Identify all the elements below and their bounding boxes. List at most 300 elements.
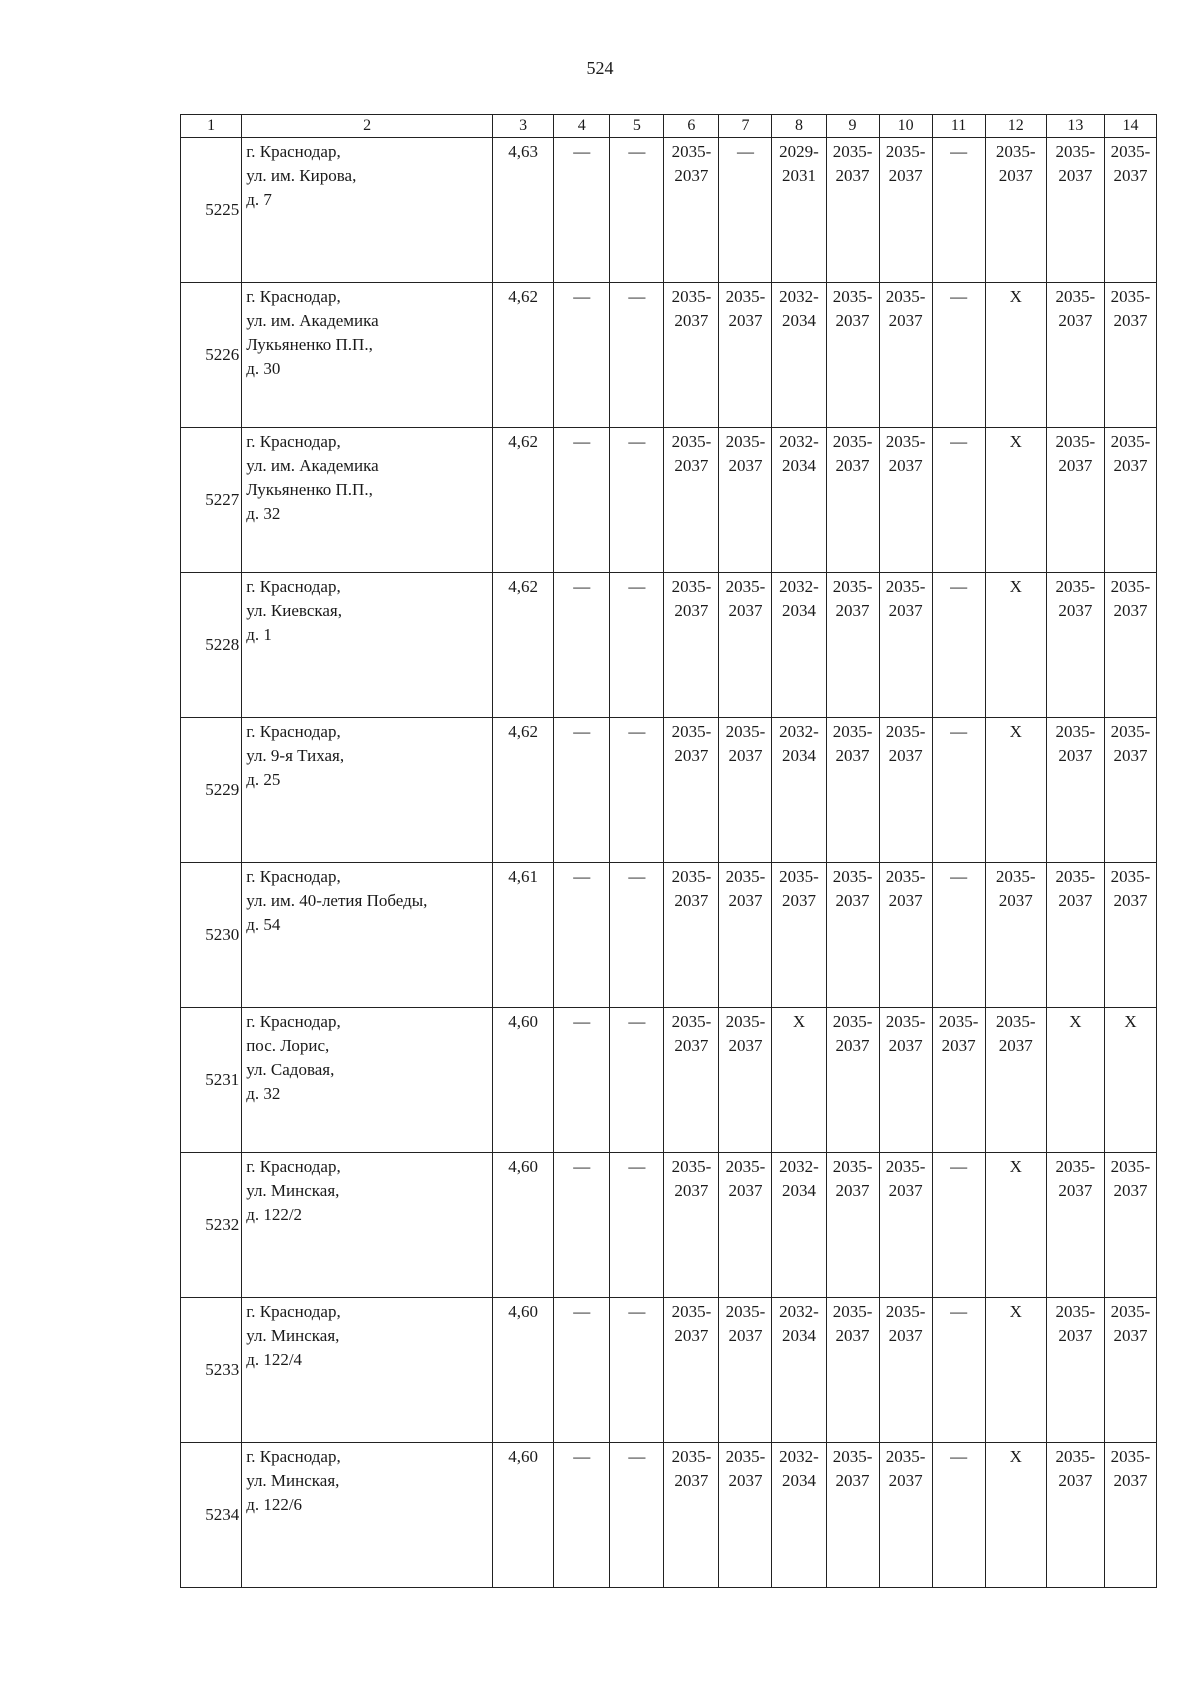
period-cell bbox=[932, 718, 985, 863]
period-text: 2035- bbox=[885, 1302, 926, 1321]
address-line: д. 25 bbox=[246, 770, 281, 789]
period-text: 2037 bbox=[674, 891, 709, 910]
address-line: г. Краснодар, bbox=[246, 1302, 341, 1321]
period-text: 2035- bbox=[1110, 1302, 1151, 1321]
period-text: 2037 bbox=[728, 1471, 763, 1490]
period-cell bbox=[664, 138, 719, 283]
period-text: 2037 bbox=[728, 1036, 763, 1055]
period-text: 2037 bbox=[674, 1181, 709, 1200]
column-header: 3 bbox=[493, 115, 554, 138]
period-text: 2037 bbox=[1113, 456, 1148, 475]
period-cell bbox=[1046, 138, 1104, 283]
period-cell bbox=[664, 1443, 719, 1588]
column-header: 8 bbox=[772, 115, 826, 138]
period-text: — bbox=[950, 1157, 968, 1176]
period-cell bbox=[664, 718, 719, 863]
address-line: ул. Минская, bbox=[246, 1471, 340, 1490]
period-text: 2034 bbox=[781, 1181, 816, 1200]
row-number: 5230 bbox=[181, 863, 242, 1008]
period-cell bbox=[985, 1153, 1046, 1298]
address-line: г. Краснодар, bbox=[246, 577, 341, 596]
period-cell bbox=[610, 1153, 664, 1298]
period-cell bbox=[664, 283, 719, 428]
period-text: 2035- bbox=[885, 1012, 926, 1031]
period-cell bbox=[932, 283, 985, 428]
period-text: 2035- bbox=[671, 867, 712, 886]
period-text: 2035- bbox=[1055, 1302, 1096, 1321]
address-line: г. Краснодар, bbox=[246, 722, 341, 741]
cost-value: 4,63 bbox=[493, 138, 554, 283]
period-text: 2035- bbox=[1055, 1157, 1096, 1176]
address-line: д. 122/6 bbox=[246, 1495, 303, 1514]
period-text: 2035- bbox=[1055, 867, 1096, 886]
period-text: 2037 bbox=[674, 601, 709, 620]
period-text: 2037 bbox=[728, 311, 763, 330]
period-cell bbox=[879, 428, 932, 573]
period-text: 2037 bbox=[1113, 746, 1148, 765]
address-line: г. Краснодар, bbox=[246, 287, 341, 306]
cost-value: 4,61 bbox=[493, 863, 554, 1008]
period-text: 2037 bbox=[1113, 311, 1148, 330]
row-number: 5227 bbox=[181, 428, 242, 573]
column-header: 6 bbox=[664, 115, 719, 138]
period-cell bbox=[932, 428, 985, 573]
period-cell bbox=[826, 718, 879, 863]
period-text: 2035- bbox=[1055, 577, 1096, 596]
period-text: 2037 bbox=[835, 746, 870, 765]
period-cell bbox=[610, 138, 664, 283]
period-text: 2034 bbox=[781, 1326, 816, 1345]
period-text: 2035- bbox=[885, 722, 926, 741]
period-text: 2037 bbox=[728, 1326, 763, 1345]
column-header: 1 bbox=[181, 115, 242, 138]
period-text: 2032- bbox=[779, 1157, 819, 1176]
period-cell bbox=[985, 573, 1046, 718]
table-row bbox=[181, 1298, 1157, 1443]
period-text: 2037 bbox=[835, 891, 870, 910]
address-cell bbox=[242, 138, 493, 283]
period-text: 2037 bbox=[1058, 456, 1093, 475]
row-number: 5234 bbox=[181, 1443, 242, 1588]
period-cell bbox=[664, 1298, 719, 1443]
period-text: X bbox=[1124, 1012, 1137, 1031]
period-text: 2035- bbox=[832, 1012, 873, 1031]
period-cell bbox=[610, 428, 664, 573]
address-line: г. Краснодар, bbox=[246, 432, 341, 451]
period-cell bbox=[985, 718, 1046, 863]
period-cell bbox=[1104, 718, 1156, 863]
period-text: 2037 bbox=[728, 891, 763, 910]
period-text: 2037 bbox=[888, 1181, 923, 1200]
row-number: 5233 bbox=[181, 1298, 242, 1443]
period-text: 2035- bbox=[1110, 142, 1151, 161]
period-text: 2037 bbox=[1058, 601, 1093, 620]
address-line: д. 7 bbox=[246, 190, 272, 209]
period-text: 2035- bbox=[1055, 1447, 1096, 1466]
period-cell bbox=[772, 1153, 826, 1298]
period-text: 2037 bbox=[835, 456, 870, 475]
address-cell bbox=[242, 1153, 493, 1298]
period-cell bbox=[1046, 1008, 1104, 1153]
period-text: 2034 bbox=[781, 746, 816, 765]
period-text: 2035- bbox=[885, 287, 926, 306]
period-cell bbox=[610, 1443, 664, 1588]
period-text: 2035- bbox=[885, 577, 926, 596]
period-text: 2037 bbox=[674, 1036, 709, 1055]
period-text: 2037 bbox=[1058, 746, 1093, 765]
period-cell bbox=[1046, 863, 1104, 1008]
period-text: — bbox=[950, 1302, 968, 1321]
period-text: 2035- bbox=[885, 142, 926, 161]
period-text: 2037 bbox=[888, 311, 923, 330]
cost-value: 4,62 bbox=[493, 573, 554, 718]
address-line: д. 122/4 bbox=[246, 1350, 303, 1369]
period-cell bbox=[932, 1298, 985, 1443]
period-cell bbox=[932, 1008, 985, 1153]
period-cell bbox=[1046, 1153, 1104, 1298]
period-text: — bbox=[628, 1302, 646, 1321]
column-header: 14 bbox=[1104, 115, 1156, 138]
table-row bbox=[181, 1008, 1157, 1153]
address-cell bbox=[242, 1008, 493, 1153]
period-cell bbox=[772, 1008, 826, 1153]
table-row bbox=[181, 1153, 1157, 1298]
period-cell bbox=[985, 428, 1046, 573]
period-cell bbox=[826, 138, 879, 283]
period-cell bbox=[879, 1298, 932, 1443]
cost-value: 4,60 bbox=[493, 1153, 554, 1298]
period-cell bbox=[719, 138, 772, 283]
period-text: — bbox=[628, 142, 646, 161]
period-text: 2035- bbox=[725, 1012, 766, 1031]
period-cell bbox=[664, 863, 719, 1008]
period-text: 2035- bbox=[832, 142, 873, 161]
period-text: 2035- bbox=[1110, 287, 1151, 306]
period-cell bbox=[985, 1443, 1046, 1588]
cost-value: 4,60 bbox=[493, 1443, 554, 1588]
period-text: — bbox=[573, 142, 591, 161]
period-cell bbox=[664, 1153, 719, 1298]
address-cell bbox=[242, 428, 493, 573]
period-text: 2035- bbox=[995, 867, 1036, 886]
period-cell bbox=[772, 283, 826, 428]
period-cell bbox=[610, 863, 664, 1008]
period-cell bbox=[1104, 1443, 1156, 1588]
period-cell bbox=[879, 863, 932, 1008]
period-cell bbox=[1104, 1153, 1156, 1298]
period-text: 2029- bbox=[779, 142, 819, 161]
period-cell bbox=[554, 283, 610, 428]
period-text: — bbox=[573, 1447, 591, 1466]
period-cell bbox=[1046, 283, 1104, 428]
period-cell bbox=[719, 283, 772, 428]
period-text: X bbox=[1009, 722, 1022, 741]
address-line: г. Краснодар, bbox=[246, 1447, 341, 1466]
period-text: 2037 bbox=[781, 891, 816, 910]
period-cell bbox=[719, 428, 772, 573]
period-text: 2035- bbox=[832, 867, 873, 886]
period-text: 2035- bbox=[832, 287, 873, 306]
row-number: 5232 bbox=[181, 1153, 242, 1298]
period-cell bbox=[985, 283, 1046, 428]
page-number: 524 bbox=[586, 58, 614, 78]
period-text: — bbox=[628, 432, 646, 451]
period-text: 2037 bbox=[835, 601, 870, 620]
period-text: 2037 bbox=[728, 601, 763, 620]
period-text: 2037 bbox=[888, 456, 923, 475]
period-text: 2032- bbox=[779, 722, 819, 741]
header-row bbox=[181, 115, 1157, 138]
period-text: 2034 bbox=[781, 601, 816, 620]
period-text: 2034 bbox=[781, 311, 816, 330]
period-cell bbox=[772, 138, 826, 283]
period-cell bbox=[1046, 428, 1104, 573]
period-text: 2035- bbox=[671, 432, 712, 451]
period-cell bbox=[719, 573, 772, 718]
period-cell bbox=[932, 138, 985, 283]
table-row bbox=[181, 863, 1157, 1008]
period-cell bbox=[826, 1443, 879, 1588]
period-text: 2037 bbox=[888, 891, 923, 910]
period-text: 2037 bbox=[998, 1036, 1033, 1055]
period-text: 2037 bbox=[728, 746, 763, 765]
period-text: — bbox=[573, 432, 591, 451]
period-text: — bbox=[950, 1447, 968, 1466]
period-text: — bbox=[573, 867, 591, 886]
period-cell bbox=[719, 863, 772, 1008]
period-text: 2035- bbox=[725, 1157, 766, 1176]
period-cell bbox=[826, 1008, 879, 1153]
period-text: 2035- bbox=[779, 867, 819, 886]
period-text: X bbox=[1009, 1157, 1022, 1176]
column-header: 9 bbox=[826, 115, 879, 138]
period-text: 2035- bbox=[671, 722, 712, 741]
period-text: 2035- bbox=[1110, 577, 1151, 596]
period-cell bbox=[879, 573, 932, 718]
period-text: 2037 bbox=[1113, 166, 1148, 185]
period-cell bbox=[772, 718, 826, 863]
period-text: 2037 bbox=[835, 1181, 870, 1200]
address-line: ул. Минская, bbox=[246, 1326, 340, 1345]
period-text: 2032- bbox=[779, 1302, 819, 1321]
address-line: ул. им. Академика bbox=[246, 456, 379, 475]
table-row bbox=[181, 428, 1157, 573]
period-cell bbox=[772, 428, 826, 573]
period-cell bbox=[719, 1153, 772, 1298]
period-cell bbox=[932, 1153, 985, 1298]
period-cell bbox=[826, 863, 879, 1008]
period-cell bbox=[1104, 283, 1156, 428]
period-text: 2035- bbox=[995, 1012, 1036, 1031]
period-text: 2035- bbox=[671, 1157, 712, 1176]
period-cell bbox=[772, 573, 826, 718]
period-cell bbox=[554, 1008, 610, 1153]
period-text: 2037 bbox=[728, 1181, 763, 1200]
period-text: 2032- bbox=[779, 577, 819, 596]
repair-schedule-table bbox=[180, 114, 1157, 1588]
address-line: г. Краснодар, bbox=[246, 1012, 341, 1031]
address-line: д. 1 bbox=[246, 625, 272, 644]
period-text: 2037 bbox=[1113, 1181, 1148, 1200]
period-cell bbox=[1104, 863, 1156, 1008]
row-number: 5228 bbox=[181, 573, 242, 718]
period-text: 2037 bbox=[888, 1326, 923, 1345]
period-text: 2035- bbox=[1055, 287, 1096, 306]
period-text: — bbox=[628, 287, 646, 306]
period-text: — bbox=[628, 577, 646, 596]
period-text: 2037 bbox=[1113, 601, 1148, 620]
period-text: — bbox=[573, 722, 591, 741]
period-text: 2037 bbox=[1058, 1181, 1093, 1200]
period-text: 2035- bbox=[832, 432, 873, 451]
period-cell bbox=[1104, 428, 1156, 573]
period-text: 2037 bbox=[1058, 1326, 1093, 1345]
address-line: д. 32 bbox=[246, 1084, 281, 1103]
period-text: 2035- bbox=[1110, 1157, 1151, 1176]
period-text: — bbox=[573, 1157, 591, 1176]
period-cell bbox=[879, 1008, 932, 1153]
period-text: 2035- bbox=[832, 1157, 873, 1176]
period-text: 2037 bbox=[1113, 891, 1148, 910]
period-cell bbox=[772, 1443, 826, 1588]
period-cell bbox=[664, 428, 719, 573]
period-text: 2037 bbox=[674, 456, 709, 475]
period-text: 2035- bbox=[725, 577, 766, 596]
address-line: г. Краснодар, bbox=[246, 142, 341, 161]
column-header: 4 bbox=[554, 115, 610, 138]
period-text: 2035- bbox=[725, 1447, 766, 1466]
address-cell bbox=[242, 283, 493, 428]
row-number: 5225 bbox=[181, 138, 242, 283]
address-line: ул. им. Кирова, bbox=[246, 166, 357, 185]
row-number: 5229 bbox=[181, 718, 242, 863]
period-text: — bbox=[573, 577, 591, 596]
address-cell bbox=[242, 718, 493, 863]
period-text: — bbox=[628, 1157, 646, 1176]
period-cell bbox=[772, 863, 826, 1008]
period-text: 2034 bbox=[781, 456, 816, 475]
period-cell bbox=[554, 138, 610, 283]
period-cell bbox=[879, 1443, 932, 1588]
period-text: 2035- bbox=[671, 1447, 712, 1466]
period-text: 2035- bbox=[832, 722, 873, 741]
period-text: — bbox=[950, 722, 968, 741]
period-cell bbox=[719, 1008, 772, 1153]
period-cell bbox=[554, 573, 610, 718]
period-text: 2035- bbox=[938, 1012, 979, 1031]
period-cell bbox=[826, 1298, 879, 1443]
period-text: — bbox=[950, 432, 968, 451]
period-text: 2037 bbox=[835, 166, 870, 185]
period-cell bbox=[554, 428, 610, 573]
period-cell bbox=[879, 718, 932, 863]
period-text: 2035- bbox=[1110, 432, 1151, 451]
period-text: 2031 bbox=[781, 166, 816, 185]
period-text: 2032- bbox=[779, 432, 819, 451]
period-text: 2035- bbox=[1055, 432, 1096, 451]
period-text: — bbox=[950, 867, 968, 886]
period-text: 2032- bbox=[779, 1447, 819, 1466]
period-text: X bbox=[1009, 432, 1022, 451]
period-text: — bbox=[628, 1447, 646, 1466]
address-line: ул. Киевская, bbox=[246, 601, 342, 620]
table-row bbox=[181, 718, 1157, 863]
period-text: — bbox=[628, 867, 646, 886]
column-header: 2 bbox=[242, 115, 493, 138]
period-cell bbox=[826, 428, 879, 573]
period-cell bbox=[610, 1008, 664, 1153]
period-text: 2035- bbox=[832, 1447, 873, 1466]
address-line: д. 122/2 bbox=[246, 1205, 303, 1224]
period-text: 2035- bbox=[885, 1447, 926, 1466]
period-cell bbox=[664, 1008, 719, 1153]
period-text: 2035- bbox=[885, 1157, 926, 1176]
period-cell bbox=[985, 1298, 1046, 1443]
period-text: 2035- bbox=[1110, 722, 1151, 741]
period-text: 2035- bbox=[725, 287, 766, 306]
period-text: 2035- bbox=[725, 722, 766, 741]
cost-value: 4,60 bbox=[493, 1008, 554, 1153]
period-text: 2035- bbox=[725, 1302, 766, 1321]
address-line: ул. им. Академика bbox=[246, 311, 379, 330]
period-text: 2037 bbox=[888, 746, 923, 765]
period-text: 2035- bbox=[725, 867, 766, 886]
period-text: 2037 bbox=[835, 1036, 870, 1055]
period-text: 2037 bbox=[998, 891, 1033, 910]
address-line: Лукьяненко П.П., bbox=[246, 480, 373, 499]
table-row bbox=[181, 138, 1157, 283]
period-cell bbox=[610, 718, 664, 863]
period-cell bbox=[554, 1153, 610, 1298]
period-cell bbox=[1046, 718, 1104, 863]
period-cell bbox=[1104, 1298, 1156, 1443]
period-cell bbox=[879, 138, 932, 283]
period-text: 2037 bbox=[674, 746, 709, 765]
period-text: X bbox=[1009, 1302, 1022, 1321]
address-cell bbox=[242, 863, 493, 1008]
period-text: X bbox=[1009, 287, 1022, 306]
address-line: пос. Лорис, bbox=[246, 1036, 330, 1055]
address-line: г. Краснодар, bbox=[246, 867, 341, 886]
period-cell bbox=[719, 718, 772, 863]
column-header: 12 bbox=[985, 115, 1046, 138]
period-cell bbox=[610, 1298, 664, 1443]
period-cell bbox=[1046, 573, 1104, 718]
address-line: д. 54 bbox=[246, 915, 281, 934]
address-line: ул. Садовая, bbox=[246, 1060, 335, 1079]
cost-value: 4,62 bbox=[493, 283, 554, 428]
period-text: 2035- bbox=[725, 432, 766, 451]
period-cell bbox=[719, 1443, 772, 1588]
period-text: 2037 bbox=[835, 1326, 870, 1345]
period-cell bbox=[610, 573, 664, 718]
period-cell bbox=[826, 283, 879, 428]
table-row bbox=[181, 573, 1157, 718]
period-text: 2035- bbox=[832, 1302, 873, 1321]
period-text: 2037 bbox=[835, 1471, 870, 1490]
period-text: 2035- bbox=[885, 867, 926, 886]
address-cell bbox=[242, 573, 493, 718]
period-text: — bbox=[573, 287, 591, 306]
period-text: 2037 bbox=[888, 166, 923, 185]
period-cell bbox=[610, 283, 664, 428]
period-text: 2035- bbox=[1055, 722, 1096, 741]
period-text: — bbox=[736, 142, 754, 161]
address-line: д. 30 bbox=[246, 359, 281, 378]
period-text: 2032- bbox=[779, 287, 819, 306]
period-text: — bbox=[628, 722, 646, 741]
period-text: 2037 bbox=[888, 1471, 923, 1490]
